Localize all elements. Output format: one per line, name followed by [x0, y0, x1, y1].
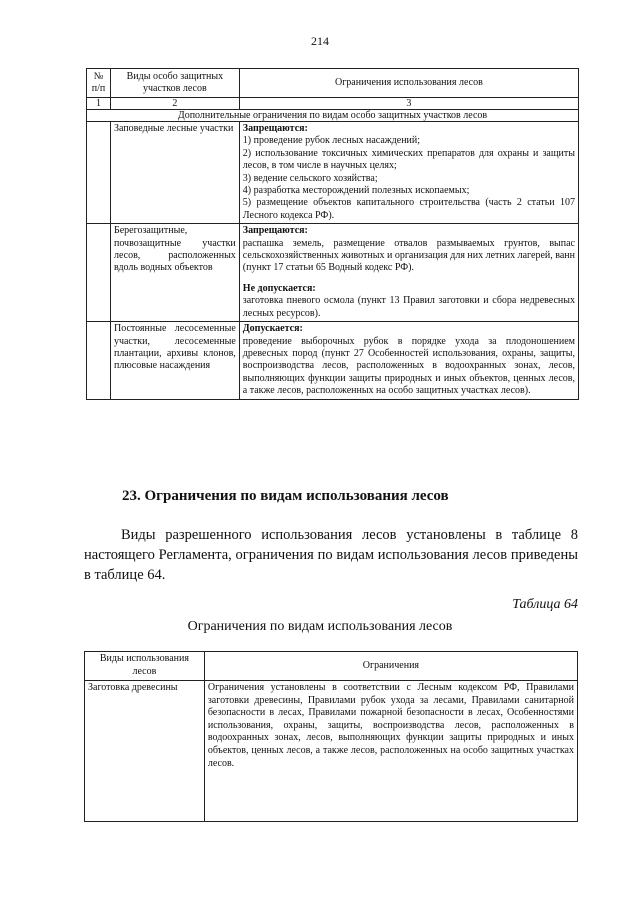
- header-num: № п/п: [87, 69, 111, 98]
- row-restrictions-cell: [239, 322, 578, 399]
- row-restrictions-cell: [239, 224, 578, 322]
- restriction-line: распашка земель, размещение отвалов размываемых грунтов, выпас сельскохозяйственных животных и организация для них летних лагерей, ванн (пункт 17 статьи 65 Водный кодекс РФ).: [242, 237, 575, 274]
- row-num-cell: [87, 322, 111, 399]
- table-caption: Ограничения по видам использования лесов: [187, 619, 453, 634]
- section-paragraph: Виды разрешенного использования лесов установлены в таблице 8 настоящего Регламента, ограничения по видам использования лесов приведены в таблице 64.: [84, 527, 578, 583]
- header-restrictions: Ограничения использования лесов: [239, 69, 578, 98]
- block-title: Запрещаются:: [242, 123, 308, 134]
- row-restrictions-cell: [239, 122, 578, 224]
- table-row: [85, 681, 578, 822]
- block-title: Не допускается:: [242, 282, 316, 294]
- usage-restrictions-table: [84, 651, 578, 822]
- section-title-row: [87, 110, 579, 122]
- row-num-cell: [87, 122, 111, 224]
- header-kind: Виды особо защитных участков лесов: [110, 69, 239, 98]
- header-kind: Виды использования лесов: [85, 652, 205, 681]
- row-restrictions-cell: Ограничения установлены в соответствии с Лесным кодексом РФ, Правилами заготовки древесины, Правилами рубок ухода за лесами, Правилами санитарной безопасности в лесах, Правилами пожарной безопасности в лесах, Особенностями использования, охраны, защиты, воспроизводства лесов, расположенных в водоохранных зонах, лесов, выполняющих функции защиты природных и иных объектов, ценных лесов, а также лесов, расположенных на особо защитных участках лесов.: [204, 681, 577, 822]
- table-row: [87, 122, 579, 224]
- restriction-line: 1) проведение рубок лесных насаждений;: [242, 135, 421, 147]
- table-header-row: [87, 69, 579, 98]
- header-restrictions: Ограничения: [204, 652, 577, 681]
- restriction-line: проведение выборочных рубок в порядке ухода за плодоношением древесных пород (пункт 27 Особенностей использования, охраны, защиты, воспроизводства лесов, расположенных в водоохранных зонах, лесов, выполняющих функции защиты природных и иных объектов, ценных лесов, а также лесов, расположенных на особо защитных участках лесов).: [242, 335, 575, 397]
- block-title: Запрещаются:: [242, 225, 308, 237]
- section-heading: 23. Ограничения по видам использования лесов: [122, 488, 449, 504]
- row-kind-cell: Постоянные лесосеменные участки, лесосеменные плантации, архивы клонов, плюсовые насаждения: [110, 322, 239, 399]
- table-row: [87, 322, 579, 399]
- table-label: Таблица 64: [512, 597, 578, 612]
- col-number-3: 3: [239, 98, 578, 110]
- row-kind-cell: Берегозащитные, почвозащитные участки лесов, расположенных вдоль водных объектов: [110, 224, 239, 322]
- section-title: Дополнительные ограничения по видам особо защитных участков лесов: [87, 110, 579, 122]
- table-header-row: [85, 652, 578, 681]
- row-kind-cell: Заготовка древесины: [85, 681, 205, 822]
- col-number-1: 1: [87, 98, 111, 110]
- restriction-line: 2) использование токсичных химических препаратов для охраны и защиты лесов, в том числе в научных целях;: [242, 147, 575, 172]
- restriction-line: заготовка пневого осмола (пункт 13 Правил заготовки и сбора недревесных лесных ресурсов).: [242, 295, 575, 319]
- restriction-line: 5) размещение объектов капитального строительства (часть 2 статьи 107 Лесного кодекса РФ).: [242, 197, 575, 221]
- block-title: Допускается:: [242, 323, 303, 335]
- row-num-cell: [87, 224, 111, 322]
- page-number: 214: [311, 34, 329, 48]
- restriction-line: 4) разработка месторождений полезных ископаемых;: [242, 185, 470, 197]
- row-kind-cell: Заповедные лесные участки: [110, 122, 239, 224]
- column-numbers-row: [87, 98, 579, 110]
- table-row: [87, 224, 579, 322]
- restriction-line: 3) ведение сельского хозяйства;: [242, 172, 378, 184]
- col-number-2: 2: [110, 98, 239, 110]
- forest-areas-restrictions-table: [86, 68, 579, 400]
